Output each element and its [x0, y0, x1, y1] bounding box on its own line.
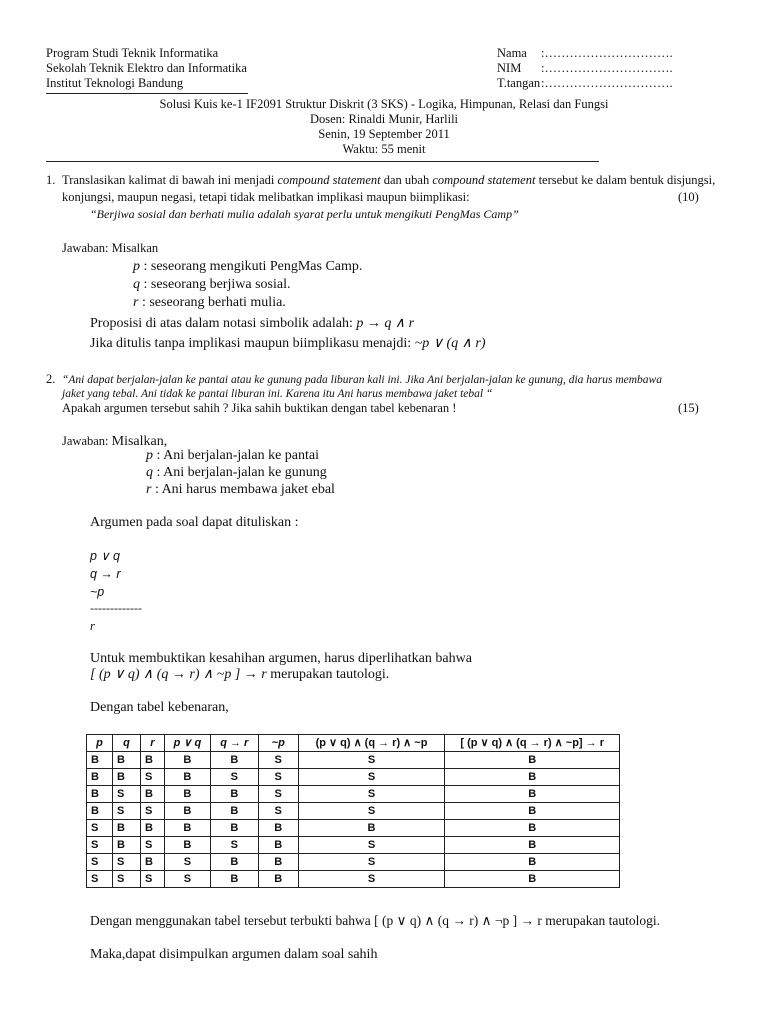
q2-number: 2.	[46, 372, 56, 386]
table-cell: B	[210, 752, 258, 769]
table-cell: B	[210, 786, 258, 803]
q1-prompt-line2: konjungsi, maupun negasi, tetapi tidak melibatkan implikasi maupun biimplikasi:	[62, 190, 470, 204]
signature-field: :………………………….	[541, 76, 673, 90]
signature-label: T.tangan	[497, 76, 541, 90]
table-cell: B	[210, 803, 258, 820]
table-cell: B	[112, 837, 140, 854]
q1-quote: “Berjiwa sosial dan berhati mulia adalah syarat perlu untuk mengikuti PengMas Camp”	[90, 207, 519, 221]
quiz-title: Solusi Kuis ke-1 IF2091 Struktur Diskrit (3 SKS) - Logika, Himpunan, Relasi dan Fungsi	[159, 97, 609, 111]
col-header-q: q	[112, 735, 140, 752]
table-cell: B	[164, 786, 210, 803]
table-cell: S	[112, 803, 140, 820]
table-cell: S	[112, 786, 140, 803]
table-cell: S	[298, 871, 445, 888]
header-underline	[46, 93, 248, 94]
table-cell: B	[164, 752, 210, 769]
table-cell: S	[87, 871, 113, 888]
title-divider	[46, 161, 599, 162]
q2-argument-separator: -------------	[90, 601, 142, 615]
q1-number: 1.	[46, 173, 56, 187]
col-header-p: p	[87, 735, 113, 752]
table-cell: B	[210, 854, 258, 871]
q2-table-conclusion: Dengan menggunakan tabel tersebut terbukti bahwa [ (p ∨ q) ∧ (q → r) ∧ ¬p ] → r merupakan tautologi.	[90, 913, 660, 928]
q1-points: (10)	[678, 190, 699, 204]
table-cell: S	[140, 769, 164, 786]
institution-school: Sekolah Teknik Elektro dan Informatika	[46, 61, 247, 75]
truth-table	[86, 734, 620, 888]
q2-quote-line1: “Ani dapat berjalan-jalan ke pantai atau ke gunung pada liburan kali ini. Jika Ani berjalan-jalan ke gunung, dia harus membawa	[62, 374, 662, 386]
name-label: Nama	[497, 46, 527, 60]
table-cell: B	[445, 786, 620, 803]
q2-conclusion: r	[90, 619, 95, 633]
q1-answer-intro: Jawaban: Misalkan	[62, 241, 159, 255]
lecturers: Dosen: Rinaldi Munir, Harlili	[309, 112, 459, 126]
table-cell: B	[258, 820, 298, 837]
q2-premise-3: ~p	[90, 585, 105, 599]
table-cell: S	[298, 786, 445, 803]
table-cell: B	[140, 854, 164, 871]
table-cell: S	[298, 837, 445, 854]
table-row	[87, 803, 620, 820]
nim-field: :………………………….	[541, 61, 673, 75]
col-header-p-or-q: p ∨ q	[164, 735, 210, 752]
table-cell: B	[87, 752, 113, 769]
truth-table-header	[87, 735, 620, 752]
table-cell: B	[87, 769, 113, 786]
table-cell: B	[140, 752, 164, 769]
table-cell: S	[112, 871, 140, 888]
table-cell: B	[164, 837, 210, 854]
table-cell: B	[445, 803, 620, 820]
table-cell: S	[210, 837, 258, 854]
q2-def-q: q : Ani berjalan-jalan ke gunung	[146, 465, 327, 480]
q2-argument-intro: Argumen pada soal dapat dituliskan :	[90, 515, 299, 530]
table-cell: S	[87, 837, 113, 854]
q2-premise-2: q → r	[90, 567, 121, 581]
q2-points: (15)	[678, 401, 699, 415]
q1-prompt-line1: Translasikan kalimat di bawah ini menjadi compound statement dan ubah compound statement tersebut ke dalam bentuk disjungsi,	[62, 173, 716, 187]
q2-def-p: p : Ani berjalan-jalan ke pantai	[146, 448, 319, 463]
table-cell: B	[140, 786, 164, 803]
table-cell: S	[210, 769, 258, 786]
table-row	[87, 871, 620, 888]
col-header-conjunction: (p ∨ q) ∧ (q → r) ∧ ~p	[298, 735, 445, 752]
q2-answer-intro: Jawaban: Misalkan,	[62, 434, 168, 449]
table-cell: S	[140, 803, 164, 820]
table-cell: S	[298, 769, 445, 786]
table-cell: B	[140, 820, 164, 837]
table-cell: B	[258, 854, 298, 871]
nim-label: NIM	[497, 61, 522, 75]
table-cell: B	[445, 769, 620, 786]
table-row	[87, 837, 620, 854]
table-cell: S	[298, 854, 445, 871]
institution-university: Institut Teknologi Bandung	[46, 76, 184, 90]
table-cell: B	[164, 769, 210, 786]
table-cell: S	[298, 803, 445, 820]
quiz-duration: Waktu: 55 menit	[342, 142, 426, 156]
q2-final-conclusion: Maka,dapat disimpulkan argumen dalam soal sahih	[90, 947, 378, 962]
table-cell: S	[258, 769, 298, 786]
table-cell: S	[258, 803, 298, 820]
table-cell: S	[298, 752, 445, 769]
table-cell: B	[164, 803, 210, 820]
q1-symbolic: Proposisi di atas dalam notasi simbolik adalah: p → q ∧ r	[90, 316, 415, 331]
table-cell: B	[445, 854, 620, 871]
table-cell: B	[445, 871, 620, 888]
q2-table-intro: Dengan tabel kebenaran,	[90, 700, 229, 715]
q2-premise-1: p ∨ q	[90, 549, 120, 563]
table-cell: S	[258, 786, 298, 803]
quiz-date: Senin, 19 September 2011	[318, 127, 450, 141]
table-cell: S	[164, 871, 210, 888]
q2-question: Apakah argumen tersebut sahih ? Jika sahih buktikan dengan tabel kebenaran !	[62, 401, 457, 415]
q2-proof-expression: [ (p ∨ q) ∧ (q → r) ∧ ~p ] → r merupakan tautologi.	[90, 667, 390, 682]
table-cell: B	[258, 837, 298, 854]
q1-def-p: p : seseorang mengikuti PengMas Camp.	[133, 259, 363, 274]
col-header-implication: [ (p ∨ q) ∧ (q → r) ∧ ~p] → r	[445, 735, 620, 752]
table-cell: S	[112, 854, 140, 871]
table-cell: B	[87, 786, 113, 803]
table-cell: S	[258, 752, 298, 769]
name-field: :………………………….	[541, 46, 673, 60]
table-row	[87, 820, 620, 837]
table-cell: B	[445, 820, 620, 837]
table-cell: S	[87, 854, 113, 871]
table-row	[87, 786, 620, 803]
institution-program: Program Studi Teknik Informatika	[46, 46, 219, 60]
table-row	[87, 854, 620, 871]
table-row	[87, 769, 620, 786]
q1-def-q: q : seseorang berjiwa sosial.	[133, 277, 291, 292]
q1-def-r: r : seseorang berhati mulia.	[133, 295, 286, 310]
table-cell: B	[298, 820, 445, 837]
table-cell: S	[87, 820, 113, 837]
q2-proof-statement: Untuk membuktikan kesahihan argumen, harus diperlihatkan bahwa	[90, 651, 472, 666]
table-cell: S	[140, 871, 164, 888]
table-cell: B	[445, 752, 620, 769]
table-cell: B	[210, 820, 258, 837]
table-cell: B	[210, 871, 258, 888]
col-header-q-implies-r: q → r	[210, 735, 258, 752]
col-header-r: r	[140, 735, 164, 752]
table-cell: B	[164, 820, 210, 837]
q2-def-r: r : Ani harus membawa jaket ebal	[146, 482, 335, 497]
table-cell: S	[140, 837, 164, 854]
q1-no-implication: Jika ditulis tanpa implikasi maupun biimplikasu menajdi: ~p ∨ (q ∧ r)	[90, 336, 486, 351]
table-row	[87, 752, 620, 769]
table-cell: B	[258, 871, 298, 888]
table-cell: B	[87, 803, 113, 820]
table-cell: S	[164, 854, 210, 871]
table-cell: B	[112, 769, 140, 786]
table-cell: B	[445, 837, 620, 854]
col-header-not-p: ~p	[258, 735, 298, 752]
q2-quote-line2: jaket yang tebal. Ani tidak ke pantai liburan ini. Karena itu Ani harus membawa jaket tebal “	[62, 388, 493, 400]
table-cell: B	[112, 752, 140, 769]
table-cell: B	[112, 820, 140, 837]
